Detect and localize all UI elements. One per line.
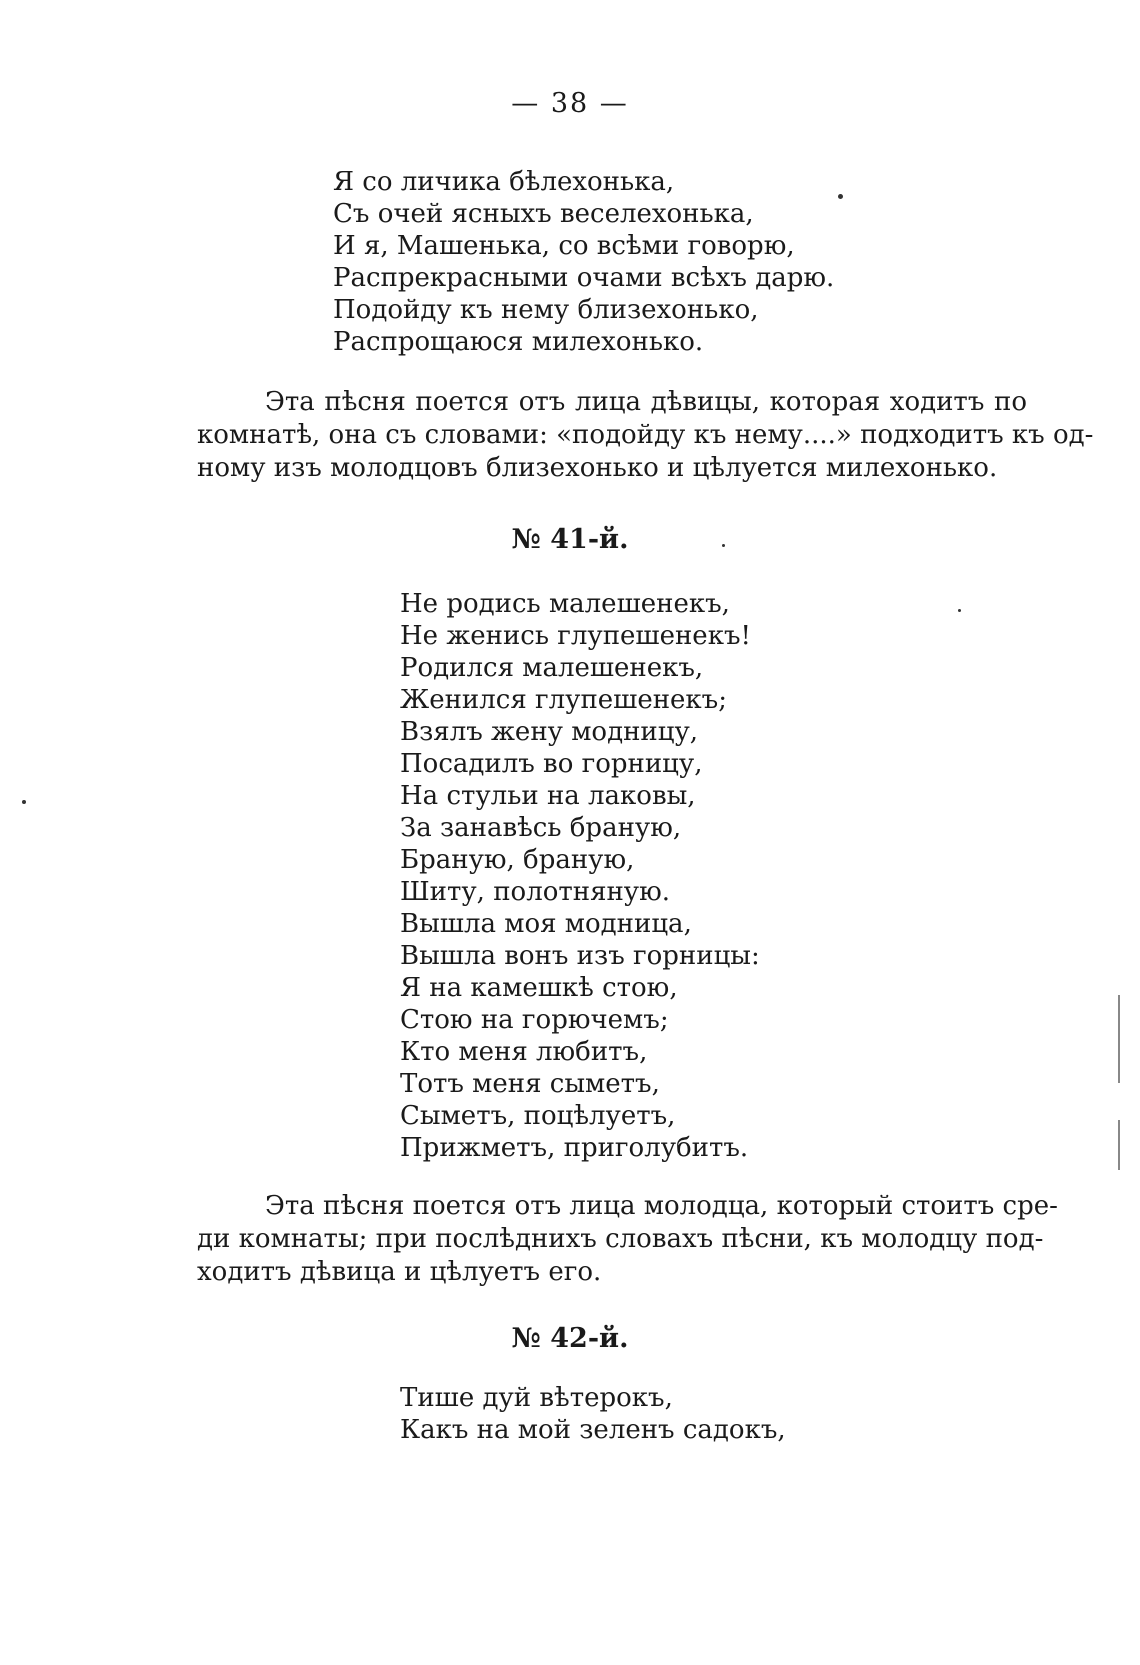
prose-line: ному изъ молодцовъ близехонько и цѣлуется милехонько. <box>197 453 998 483</box>
verse-line: Подойду къ нему близехонько, <box>333 295 759 325</box>
verse-line: Вышла моя модница, <box>400 909 692 939</box>
commentary-song-40 <box>197 386 1094 485</box>
verse-line: Сыметъ, поцѣлуетъ, <box>400 1101 676 1131</box>
scan-speck <box>838 194 843 199</box>
verse-line: На стульи на лаковы, <box>400 781 696 811</box>
song-heading-42: № 42-й. <box>511 1323 629 1354</box>
prose-line: Эта пѣсня поется отъ лица дѣвицы, которая ходитъ по <box>265 387 1027 417</box>
commentary-song-41 <box>197 1190 1058 1289</box>
prose-line: комнатѣ, она съ словами: «подойду къ нему....» подходитъ къ од- <box>197 420 1094 450</box>
verse-line: Взялъ жену модницу, <box>400 717 699 747</box>
page-number: — 38 — <box>511 88 629 119</box>
verse-block-song-40 <box>333 166 834 358</box>
prose-line: ди комнаты; при послѣднихъ словахъ пѣсни, къ молодцу под- <box>197 1224 1044 1254</box>
verse-line: Женился глупешенекъ; <box>400 685 727 715</box>
verse-line: Съ очей ясныхъ веселехонька, <box>333 199 754 229</box>
verse-block-song-41 <box>400 588 760 1164</box>
verse-line: Я со личика бѣлехонька, <box>333 167 675 197</box>
verse-line: Тотъ меня сыметъ, <box>400 1069 660 1099</box>
verse-line: И я, Машенька, со всѣми говорю, <box>333 231 795 261</box>
verse-line: Какъ на мой зеленъ садокъ, <box>400 1415 786 1445</box>
verse-line: Не женись глупешенекъ! <box>400 621 751 651</box>
verse-line: Вышла вонъ изъ горницы: <box>400 941 760 971</box>
verse-line: Кто меня любитъ, <box>400 1037 648 1067</box>
scan-speck <box>722 544 725 547</box>
verse-line: Шиту, полотняную. <box>400 877 671 907</box>
verse-line: Не родись малешенекъ, <box>400 589 730 619</box>
scan-speck <box>958 609 961 612</box>
song-heading-41: № 41-й. <box>511 524 629 555</box>
verse-line: Распрощаюся милехонько. <box>333 327 704 357</box>
prose-line: Эта пѣсня поется отъ лица молодца, который стоитъ сре- <box>265 1191 1058 1221</box>
verse-block-song-42 <box>400 1382 786 1446</box>
verse-line: Посадилъ во горницу, <box>400 749 703 779</box>
verse-line: Распрекрасными очами всѣхъ дарю. <box>333 263 835 293</box>
scan-edge-line <box>1118 1120 1120 1170</box>
verse-line: Родился малешенекъ, <box>400 653 704 683</box>
verse-line: Браную, браную, <box>400 845 635 875</box>
scan-speck <box>22 800 26 804</box>
verse-line: За занавѣсь браную, <box>400 813 682 843</box>
verse-line: Стою на горючемъ; <box>400 1005 669 1035</box>
verse-line: Тише дуй вѣтерокъ, <box>400 1383 673 1413</box>
verse-line: Прижметъ, приголубитъ. <box>400 1133 749 1163</box>
verse-line: Я на камешкѣ стою, <box>400 973 678 1003</box>
prose-line: ходитъ дѣвица и цѣлуетъ его. <box>197 1257 602 1287</box>
scan-edge-line <box>1118 995 1120 1083</box>
